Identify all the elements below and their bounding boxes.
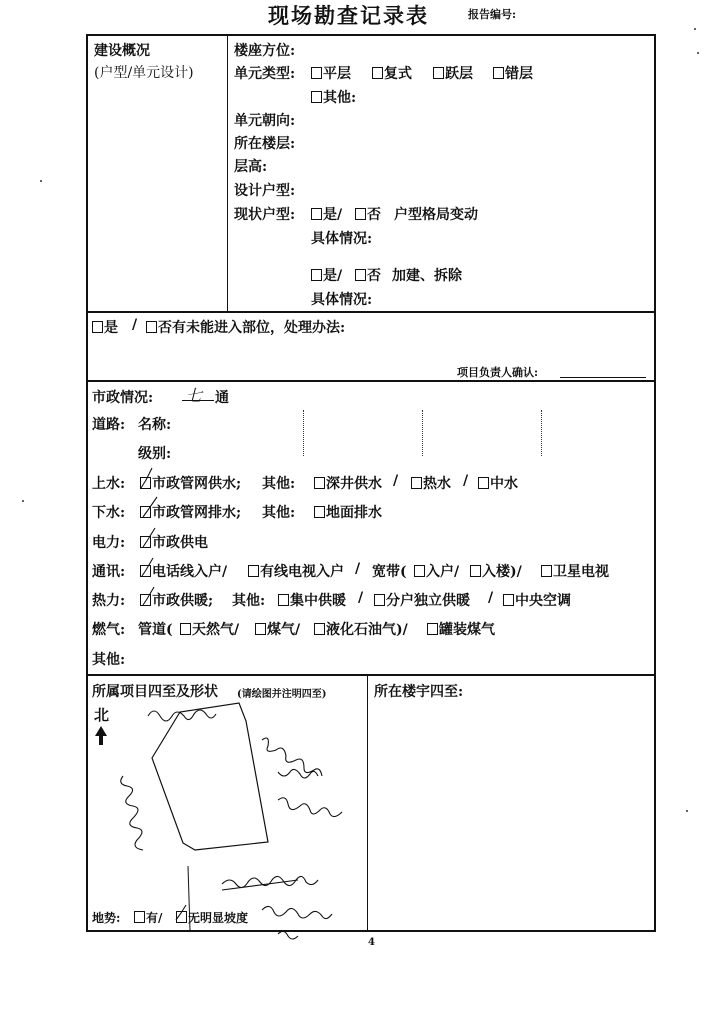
terrain-yes[interactable] (134, 909, 162, 926)
current-layout-label: 现状户型: (234, 207, 296, 223)
gas-natural-label: 天然气/ (192, 622, 240, 638)
no-label: 否 (367, 268, 381, 284)
report-number-label: 报告编号: (468, 8, 517, 21)
scan-speck (697, 52, 699, 54)
yes-label: 是/ (323, 207, 343, 223)
building-position-label: 楼座方位: (234, 43, 296, 59)
floor-label: 所在楼层: (234, 136, 296, 152)
project-manager-confirm-label: 项目负责人确认: (457, 366, 539, 379)
yes-label: 是/ (323, 268, 343, 284)
heating-label: 热力: (92, 593, 126, 609)
scan-speck (686, 810, 688, 812)
terrain-no[interactable] (176, 909, 248, 926)
unit-type-duplex-label: 复式 (384, 66, 412, 82)
handwriting-east-boundary-3 (278, 798, 342, 817)
slash-separator: / (393, 473, 399, 489)
scan-speck (40, 180, 42, 182)
water-supply-hot-label: 热水 (423, 476, 451, 492)
water-supply-label: 上水: (92, 476, 126, 492)
gas-coal-label: 煤气/ (267, 622, 301, 638)
satellite-tv-label: 卫星电视 (553, 564, 609, 580)
check-mark (143, 587, 154, 605)
water-supply-well-label: 深井供水 (326, 476, 382, 492)
addition-label: 加建、拆除 (392, 268, 462, 284)
water-supply-main-label: 市政管网供水; (152, 476, 242, 492)
road-name-label: 名称: (138, 417, 172, 433)
slash-separator: / (463, 473, 469, 489)
heating-ac-label: 中央空调 (515, 593, 571, 609)
construction-label: 建设概况 (94, 43, 150, 59)
municipal-status-label: 市政情况: (92, 390, 154, 406)
north-arrow-icon (95, 726, 107, 745)
scan-speck (694, 28, 696, 30)
handwriting-south-boundary-2 (262, 906, 332, 918)
heating-individual-label: 分户独立供暖 (386, 593, 470, 609)
access-slash: / (132, 317, 138, 333)
unit-orientation-label: 单元朝向: (234, 113, 296, 129)
unit-type-flat-label: 平层 (323, 66, 351, 82)
layout-change-label: 户型格局变动 (394, 207, 478, 223)
broadband-building-label: 入楼)/ (482, 564, 522, 580)
municipal-other-label: 其他: (92, 652, 126, 668)
handwriting-south-boundary-1 (222, 876, 318, 887)
unit-type-split-label: 错层 (505, 66, 533, 82)
heating-central-label: 集中供暖 (290, 593, 346, 609)
addition-details-label: 具体情况: (311, 292, 373, 308)
drainage-main-label: 市政管网排水; (152, 505, 242, 521)
drainage-other-label: 其他: (262, 505, 296, 521)
project-boundaries-note: (请绘图并注明四至) (237, 689, 327, 700)
building-boundaries-title: 所在楼宇四至: (374, 684, 464, 700)
water-supply-reclaimed-label: 中水 (490, 476, 518, 492)
handwriting-south-boundary-3 (278, 931, 298, 939)
check-mark (143, 497, 157, 517)
road-label: 道路: (92, 417, 126, 433)
broadband-label: 宽带( (372, 564, 407, 580)
power-main-label: 市政供电 (152, 535, 208, 551)
construction-sublabel: (户型/单元设计) (94, 65, 194, 81)
layout-details-label: 具体情况: (311, 231, 373, 247)
slash-separator: / (355, 561, 361, 577)
terrain-yes-label: 有/ (146, 911, 163, 925)
project-boundaries-title: 所属项目四至及形状 (92, 684, 218, 700)
check-mark (143, 528, 155, 547)
drainage-surface-label: 地面排水 (326, 505, 382, 521)
gas-pipe-label: 管道( (138, 622, 173, 638)
scan-speck (22, 500, 24, 502)
road-level-label: 级别: (138, 446, 172, 462)
checkbox[interactable] (176, 911, 187, 923)
gas-bottle-label: 罐装煤气 (439, 622, 495, 638)
heating-other-label: 其他: (232, 593, 266, 609)
broadband-home-label: 入户/ (426, 564, 460, 580)
check-mark (142, 558, 153, 576)
page-number: 4 (368, 937, 375, 948)
page-title: 现场勘查记录表 (268, 3, 429, 28)
municipal-status-handwritten: 七 (186, 386, 203, 405)
handwriting-west-boundary (121, 776, 143, 850)
municipal-status-suffix: 通 (215, 390, 229, 406)
gas-lpg-label: 液化石油气)/ (326, 622, 408, 638)
unit-type-loft-label: 跃层 (445, 66, 473, 82)
floor-height-label: 层高: (234, 159, 268, 175)
checkbox[interactable] (134, 911, 145, 923)
check-mark (141, 468, 152, 488)
telecom-tv-label: 有线电视入户 (260, 564, 344, 580)
plot-outline (152, 703, 268, 850)
north-label: 北 (94, 706, 110, 724)
unit-type-label: 单元类型: (234, 66, 296, 82)
yes-label: 是 (104, 320, 118, 336)
terrain-label: 地势: (92, 911, 121, 925)
telecom-phone-label: 电话线入户/ (152, 564, 228, 580)
slash-separator: / (358, 590, 364, 606)
telecom-label: 通讯: (92, 564, 126, 580)
water-supply-other-label: 其他: (262, 476, 296, 492)
slash-separator: / (488, 590, 494, 606)
access-question-label: 否有未能进入部位，处理办法: (158, 320, 346, 336)
power-label: 电力: (92, 535, 126, 551)
drainage-label: 下水: (92, 505, 126, 521)
unit-type-other-label: 其他: (323, 90, 357, 106)
design-layout-label: 设计户型: (234, 183, 296, 199)
heating-main-label: 市政供暖; (152, 593, 214, 609)
gas-label: 燃气: (92, 622, 126, 638)
terrain-no-label: 无明显坡度 (188, 911, 249, 925)
no-label: 否 (367, 207, 381, 223)
